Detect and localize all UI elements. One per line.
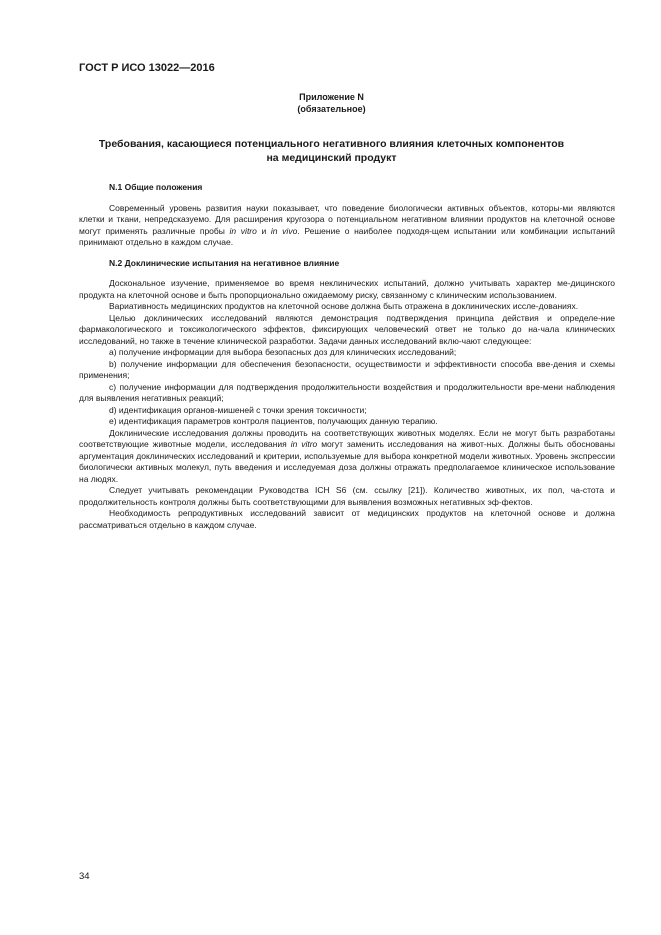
document-body [79,182,615,531]
list-item-d: d) идентификация органов-мишеней с точки зрения токсичности; [109,404,367,415]
list-item-a: a) получение информации для выбора безопасных доз для клинических исследований; [109,347,457,357]
section2-heading: N.2 Доклинические испытания на негативное влияние [109,257,340,268]
annex-status: (обязательное) [297,104,366,114]
document-id: ГОСТ Р ИСО 13022—2016 [79,62,215,74]
annex-title: Приложение N [299,92,364,102]
italic-term: in vitro [290,439,318,449]
section1-heading: N.1 Общие положения [109,182,203,192]
list-item-e: e) идентификация параметров контроля пациентов, получающих данную терапию. [109,416,438,426]
main-title [79,137,584,165]
italic-term: in vitro [229,225,257,236]
page-number: 34 [79,871,90,882]
text-run: и [256,225,271,236]
list-item-b: b) получение информации для обеспечения безопасности, осуществимости и эффективности способа вве-дения и схемы применения; [79,358,615,380]
text-run: . Решение о наиболее подходя-щем испытании или комбинации испытаний принимают отдельно в каждом случае. [79,225,615,247]
main-title-line2: на медицинский продукт [266,152,397,164]
section2-paragraph-2: Вариативность медицинских продуктов на клеточной основе должна быть отражена в доклинических иссле-дованиях. [109,301,579,311]
section2-paragraph-5: Следует учитывать рекомендации Руководства ICH S6 (см. ссылку [21]). Количество животных, их пол, ча-стота и продолжительность контроля должны быть соответствующими для выявления возможных негативных эф-фектов. [79,485,615,507]
italic-term: in vivo [270,225,298,236]
section2-paragraph-1: Доскональное изучение, применяемое во время неклинических испытаний, должно учитывать характер ме-дицинского продукта на клеточной основе и быть пропорционально ожидаемому риску, связанному с клиническим использованием. [79,278,615,300]
section2-paragraph-3: Целью доклинических исследований являются демонстрация подтверждения принципа действия и определе-ние фармакологического и токсикологического эффектов, фиксирующих человеческий ответ не только до на-чала клинических исследований, но также в течение клинической разработки. Задачи данных исследований вклю-чают следующее: [79,312,615,346]
section2-paragraph-6: Необходимость репродуктивных исследований зависит от медицинских продуктов на клеточной основе и должна рассматриваться отдельно в каждом случае. [79,508,615,530]
main-title-line1: Требования, касающиеся потенциального негативного влияния клеточных компонентов [98,138,565,150]
text-run: Современный уровень развития науки показывает, что поведение биологически активных объектов, которы-ми являются клетки и ткани, непредсказуемо. Для расширения кругозора о потенциальном негативном влиянии продуктов на клеточной основе могут применять различные пробы [79,202,615,236]
section2-paragraph-4 [79,428,615,486]
list-item-c: c) получение информации для подтверждения продолжительности воздействия и продолжительности вре-мени наблюдения для выявления негативных реакций; [79,381,615,403]
section1-paragraph [79,203,615,249]
annex-heading [79,91,584,115]
text-run: Доклинические исследования должны проводить на соответствующих животных моделях. Если не могут быть разработаны соответствующие животные модели, исследования [79,427,615,449]
text-run: могут заменить исследования на живот-ных. Должны быть обоснованы аргументация доклинических исследований и критерии, используемые для выбора конкретной модели животных. Уровень экспрессии биологически активных молекул, путь введения и исследуемая доза должны отражать предполагаемое клиническое использование на людях. [79,439,615,484]
